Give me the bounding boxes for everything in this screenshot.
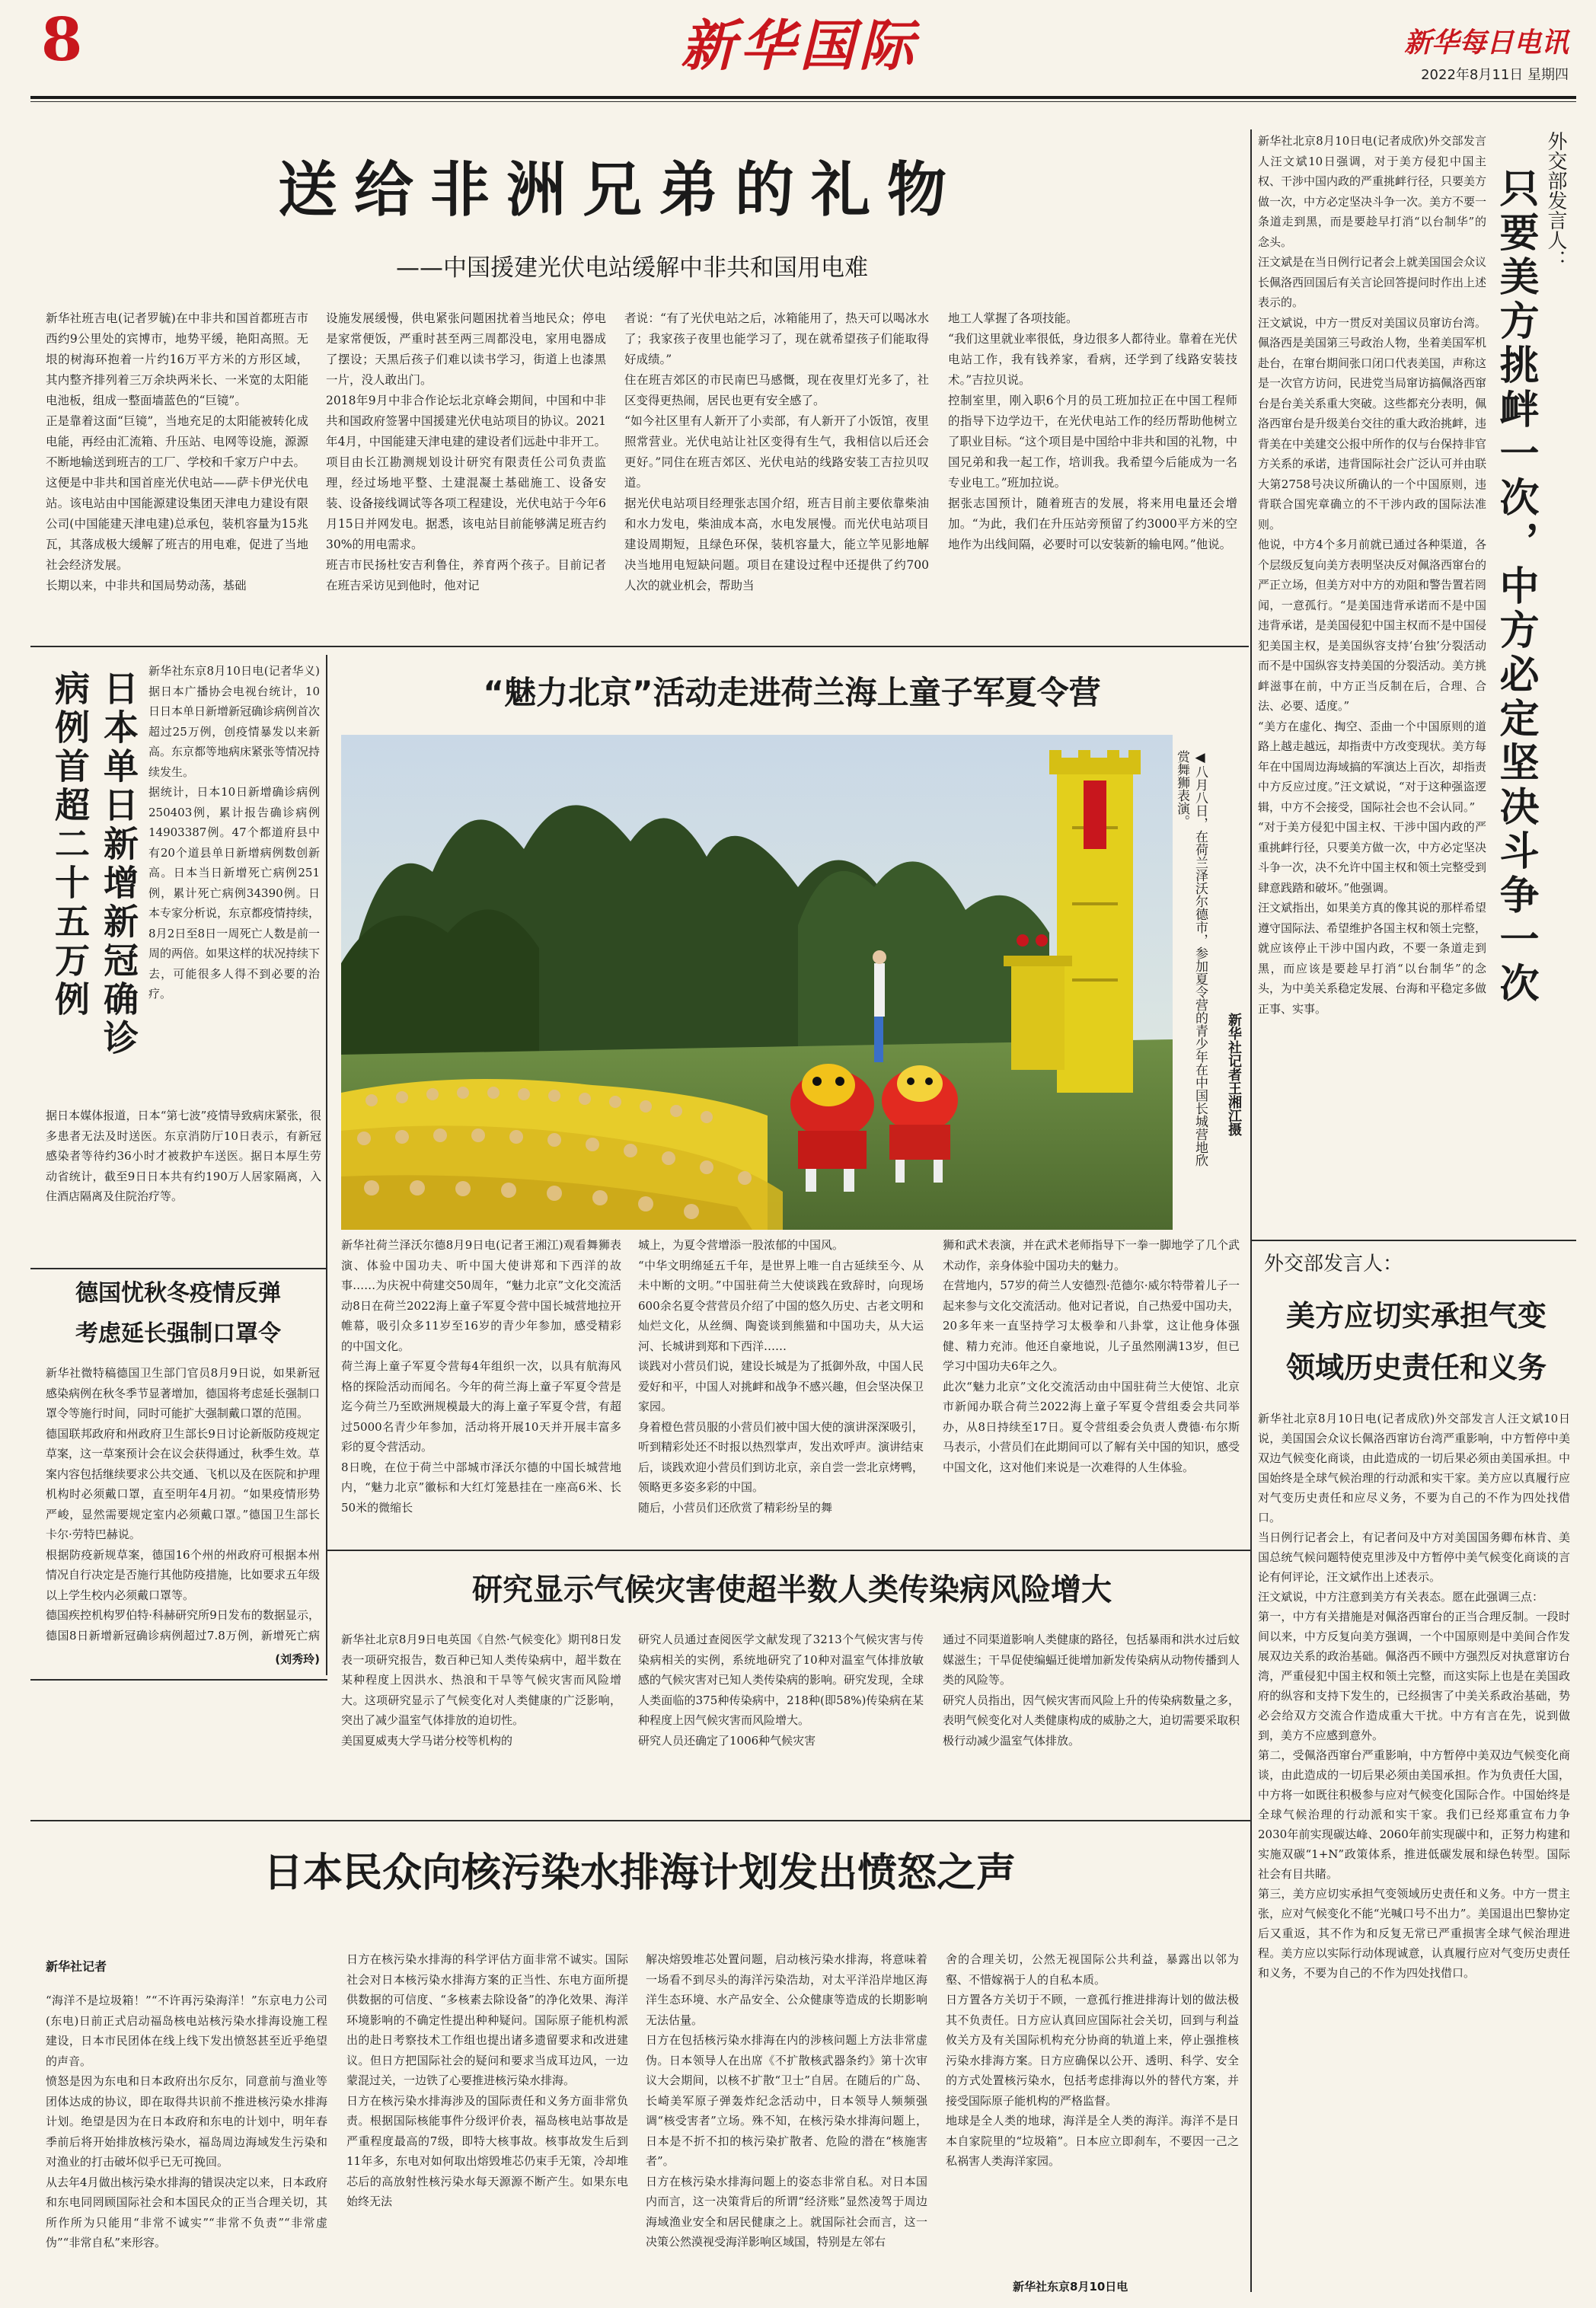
section-title: 新华国际 [680,13,918,78]
lion-dance-photo-art [341,735,1173,1230]
germany-body: 新华社微特稿德国卫生部门官员8月9日说，如果新冠感染病例在秋冬季节显著增加，德国将考虑延长强制口罩令等施行时间，同时可能扩大强制戴口罩的范围。 德国联邦政府和州政府卫生部长9日讨论新版防疫规定草案，这一草案预计会在议会获得通过，秋季生效。草案内容包括继续要求公共交通、飞机以及在医院和护理机构时必须戴口罩，直至明年4月初。“如果疫情形势严峻，显然需要规定室内必须戴口罩。”德国卫生部长卡尔·劳特巴赫说。 根据防疫新规草案，德国16个州的州政府可根据本州情况自行决定是否施行其他防疫措施，比如要求五年级以上学生校内必须戴口罩等。 德国疾控机构罗伯特·科赫研究所9日发布的数据显示，德国8日新增新冠确诊病例超过7.8万例，新增死亡病 [46,1366,320,1642]
photo-credit: 新华社记者王湘江摄 [1226,1013,1242,1136]
climate-spokesperson-headline-2: 领域历史责任和义务 [1285,1350,1547,1384]
taiwan-headline: 只要美方挑衅一次，中方必定坚决斗争一次 [1492,168,1539,1007]
nuclear-col-2: 日方在核污染水排海的科学评估方面非常不诚实。国际社会对日本核污染水排海方案的正当性、东电方面所提供数据的可信度、“多核素去除设备”的净化效果、海洋环境影响的不确定性提出种种疑问。国际原子能机构派出的赴日考察技术工作组也提出诸多遗留要求和改进建议。但日方把国际社会的疑问和要求当成耳边风，一边蒙混过关，一边铁了心要推进核污染水排海。 日方在核污染水排海涉及的国际责任和义务方面非常负责。根据国际核能事件分级评价表，福岛核电站事故是严重程度最高的7级，即特大核事故。核事故发生后到11年多，东电对如何取出熔毁堆芯仍束手无策，冷却堆芯后的高放射性核污染水每天源源不断产生。如果东电始终无法 [346,1952,628,2208]
issue-date: 2022年8月11日 星期四 [1421,67,1569,83]
japan-covid-col-a: 新华社东京8月10日电(记者华义)据日本广播协会电视台统计，10日日本单日新增新冠确诊病例首次超过25万例，创疫情暴发以来新高。东京都等地病床紧张等情况持续发生。 据统计，日本10日新增确诊病例250403例，累计报告确诊病例14903387例。47个都道府县中有20个道县单日新增病例数创新高。日本当日新增死亡病例251例，累计死亡病例34390例。日本专家分析说，东京都疫情持续，8月2日至8日一周死亡人数是前一周的两倍。如果这样的状况持续下去，可能很多人得不到必要的治疗。 [148,664,320,1001]
lion-dance-photo [341,735,1173,1230]
africa-headline: 送给非洲兄弟的礼物 [277,155,963,225]
africa-col-1: 新华社班吉电(记者罗毓)在中非共和国首都班吉市西约9公里处的宾博市，地势平缓，艳阳高照。无垠的树海环抱着一片约16万平方米的方形区域，其内整齐排列着三万余块两米长、一米宽的太阳能电池板，组成一整面墙蓝色的“巨镜”。 正是靠着这面“巨镜”，当地充足的太阳能被转化成电能，再经由汇流箱、升压站、电网等设施，源源不断地输送到班吉的工厂、学校和千家万户中去。 这便是中非共和国首座光伏电站——萨卡伊光伏电站。该电站由中国能源建设集团天津电力建设有限公司(中国能建天津电建)总承包，装机容量为15兆瓦，其落成极大缓解了班吉的用电难，促进了当地社会经济发展。 长期以来，中非共和国局势动荡，基础 [46,311,308,592]
japan-covid-headline: 日本单日新增新冠确诊病例首超二十五万例 [49,670,139,1058]
africa-col-4: 地工人掌握了各项技能。 “我们这里就业率很低，身边很多人都待业。靠着在光伏电站工作，我有钱养家，看病，还学到了线路安装技术。”吉拉贝说。 控制室里，刚入职6个月的员工班加拉正在中国工程师的指导下边学边干，在光伏电站工作的经历帮助他树立了职业目标。“这个项目是中国给中非共和国的礼物，中国兄弟和我一起工作，培训我。我希望今后能成为一名专业电工。”班加拉说。 据张志国预计，随着班吉的发展，将来用电量还会增加。“为此，我们在升压站旁预留了约3000平方米的空地作为出线间隔，必要时可以安装新的输电网。”他说。 [948,311,1237,551]
japan-covid-col-b: 据日本媒体报道，日本“第七波”疫情导致病床紧张，很多患者无法及时送医。东京消防厅10日表示，有新冠感染者等待约36小时才被救护车送医。据日本厚生劳动省统计，截至9日日本共有约190万人居家隔离，入住酒店隔离及住院治疗等。 [46,1109,321,1203]
africa-col-3: 者说：“有了光伏电站之后，冰箱能用了，热天可以喝冰水了；我家孩子夜里也能学习了，现在就希望孩子们能取得好成绩。” 住在班吉郊区的市民南巴马感慨，现在夜里灯光多了，社区变得更热闹，居民也更有安全感了。 “如今社区里有人新开了小卖部，有人新开了小饭馆，夜里照常营业。光伏电站让社区变得有生气，我相信以后还会更好。”同住在班吉郊区、光伏电站的线路安装工吉拉贝叹道。 据光伏电站项目经理张志国介绍，班吉目前主要依靠柴油和水力发电，柴油成本高，水电发展慢。而光伏电站项目建设周期短，且绿色环保，装机容量大，能立竿见影地解决当地用电短缺问题。项目在建设过程中还提供了约700人次的就业机会，帮助当 [624,311,929,592]
taiwan-spokesperson-tag: 外交部发言人： [1544,131,1567,270]
climate-spokesperson-tag: 外交部发言人： [1264,1253,1403,1275]
nuclear-col-3: 解决熔毁堆芯处置问题，启动核污染水排海，将意味着一场看不到尽头的海洋污染浩劫，对太平洋沿岸地区海洋生态环境、水产品安全、公众健康等造成的长期影响无法估量。 日方在包括核污染水排海在内的涉核问题上方法非常虚伪。日本领导人在出席《不扩散核武器条约》第十次审议大会期间，以核不扩散“卫士”自居。在随后的广岛、长崎美军原子弹轰炸纪念活动中，日本领导人频频强调“核受害者”立场。殊不知，在核污染水排海问题上，日本是不折不扣的核污染扩散者、危险的潜在“核施害者”。 日方在核污染水排海问题上的姿态非常自私。对日本国内而言，这一决策背后的所谓“经济账”显然凌驾于周边海域渔业安全和居民健康之上。就国际社会而言，这一决策公然漠视受海洋影响区域国，特别是左邻右 [646,1952,927,2249]
germany-byline: (刘秀玲) [275,1652,320,1666]
beijing-camp-col-3: 狮和武术表演，并在武术老师指导下一拳一脚地学了几个武术动作，亲身体验中国功夫的魅力。 在营地内，57岁的荷兰人安德烈·范德尔·威尔特带着儿子一起来参与文化交流活动。他对记者说，自己热爱中国功夫，20多年来一直坚持学习太极拳和八卦掌，这让他身体强健、精力充沛。他还自豪地说，儿子虽然刚满13岁，但已学习中国功夫6年之久。 此次“魅力北京”文化交流活动由中国驻荷兰大使馆、北京市新闻办联合荷兰2022海上童子军夏令营组委会共同举办，从8日持续至17日。夏令营组委会负责人费德·布尔斯马表示，小营员们在此期间可以了解有关中国的知识，感受中国文化，这对他们来说是一次难得的人生体验。 [943,1238,1240,1474]
climate-disease-col-2: 研究人员通过查阅医学文献发现了3213个气候灾害与传染病相关的实例，系统地研究了10种对温室气体排放敏感的气候灾害对已知人类传染病的影响。研究发现，全球人类面临的375种传染病中，218种(即58%)传染病在某种程度上因气候灾害而风险增大。 研究人员还确定了1006种气候灾害 [638,1633,924,1748]
climate-disease-headline: 研究显示气候灾害使超半数人类传染病风险增大 [472,1572,1112,1607]
nuclear-byline: 新华社记者 [46,1959,107,1974]
taiwan-article-body: 新华社北京8月10日电(记者成欣)外交部发言人汪文斌10日强调，对于美方侵犯中国主权、干涉中国内政的严重挑衅行径，只要美方做一次，中方必定坚决斗争一次。美方不要一条道走到黑，而是要趁早打消“以台制华”的念头。 汪文斌是在当日例行记者会上就美国国会众议长佩洛西回国后有关言论回答提问时作出上述表示的。 汪文斌说，中方一贯反对美国议员窜访台湾。佩洛西是美国第三号政治人物，坐着美国军机赴台，在窜台期间张口闭口代表美国，声称这是一次官方访问，民进党当局窜访搞佩洛西窜台是台美关系重大突破。这些都充分表明，佩洛西窜台是升级美台交往的重大政治挑衅，违背美在中美建交公报中所作的仅与台保持非官方关系的承诺，违背国际社会广泛认可并由联大第2758号决议所确认的一个中国原则，违背联合国宪章确立的不干涉内政的国际法准则。 他说，中方4个多月前就已通过各种渠道，各个层级反复向美方表明坚决反对佩洛西窜台的严正立场，但美方对中方的劝阻和警告置若罔闻，一意孤行。“是美国违背承诺而不是中国违背承诺，是美国侵犯中国主权而不是中国侵犯美国主权，是美国纵容支持‘台独’分裂活动而不是中国纵容支持美国的分裂活动。美方挑衅滋事在前，中方正当反制在后，合理、合法、必要、适度。” “美方在虚化、掏空、歪曲一个中国原则的道路上越走越远，却指责中方改变现状。美方每年在中国周边海域搞的军演达上百次，却指责中方反应过度。”汪文斌说，“对于这种强盗逻辑，中方不会接受，国际社会也不会认同。” “对于美方侵犯中国主权、干涉中国内政的严重挑衅行径，只要美方做一次，中方必定坚决斗争一次，决不允许中国主权和领土完整受到肆意践踏和破坏。”他强调。 汪文斌指出，如果美方真的像其说的那样希望遵守国际法、希望维护各国主权和领土完整，就应该停止干涉中国内政，不要一条道走到黑，而应该是要趁早打消“以台制华”的念头，为中美关系稳定发展、台海和平稳定多做正事、实事。 [1258,134,1486,1016]
africa-subheadline: ——中国援建光伏电站缓解中非共和国用电难 [396,254,868,282]
right-column-divider [1250,129,1252,2292]
africa-col-2: 设施发展缓慢，供电紧张问题困扰着当地民众；停电是家常便饭，严重时甚至两三周都没电，家用电器成了摆设；天黑后孩子们难以读书学习，街道上也漆黑一片，没人敢出门。 2018年9月中非合作论坛北京峰会期间，中国和中非共和国政府签署中国援建光伏电站项目的协议。2021年4月，中国能建天津电建的建设者们远赴中非开工。项目由长江勘测规划设计研究有限责任公司负责监理，经过场地平整、土建混凝土基础施工、设备安装、设备接线调试等各项工程建设，光伏电站于今年6月15日并网发电。据悉，该电站目前能够满足班吉约30%的用电需求。 班吉市民扬杜安吉利鲁住，养育两个孩子。目前记者在班吉采访见到他时，他对记 [326,311,606,592]
beijing-camp-col-2: 城上，为夏令营增添一股浓郁的中国风。 “中华文明绵延五千年，是世界上唯一自古延续至今、从未中断的文明。”中国驻荷兰大使谈践在致辞时，向现场600余名夏令营营员介绍了中国的悠久历史、古老文明和灿烂文化，从丝绸、陶瓷谈到熊猫和中国功夫，从大运河、长城讲到郑和下西洋…… 谈践对小营员们说，建设长城是为了抵御外敌，中国人民爱好和平，中国人对挑衅和战争不感兴趣，但会坚决保卫家园。 身着橙色营员服的小营员们被中国大使的演讲深深吸引，听到精彩处还不时报以热烈掌声，发出欢呼声。演讲结束后，谈践欢迎小营员们到访北京，亲自尝一尝北京烤鸭，领略更多姿多彩的中国。 随后，小营员们还欣赏了精彩纷呈的舞 [638,1238,924,1515]
next-article-dateline: 新华社东京8月10日电 [1013,2280,1128,2294]
nuclear-headline: 日本民众向核污染水排海计划发出愤怒之声 [263,1850,1016,1896]
germany-headline-1: 德国忧秋冬疫情反弹 [75,1280,281,1307]
climate-disease-col-1: 新华社北京8月9日电英国《自然·气候变化》期刊8日发表一项研究报告，数百种已知人类传染病中，超半数在某种程度上因洪水、热浪和干旱等气候灾害而风险增大。这项研究显示了气候变化对人类健康的广泛影响，突出了减少温室气体排放的迫切性。 美国夏威夷大学马诺分校等机构的 [341,1633,621,1748]
germany-headline-2: 考虑延长强制口罩令 [75,1320,281,1347]
climate-disease-col-3: 通过不同渠道影响人类健康的路径，包括暴雨和洪水过后蚊媒滋生；干旱促使编蝠迁徙增加新发传染病从动物传播到人类的风险等。 研究人员指出，因气候灾害而风险上升的传染病数量之多，表明气候变化对人类健康构成的威胁之大，迫切需要采取积极行动减少温室气体排放。 [943,1633,1240,1748]
climate-spokesperson-body: 新华社北京8月10日电(记者成欣)外交部发言人汪文斌10日说，美国国会众议长佩洛西窜访台湾严重影响，中方暂停中美双边气候变化商谈，由此造成的一切后果必须由美国承担。中国始终是全球气候治理的行动派和实干家。美方应以真履行应对气变历史责任和应尽义务，不要为自己的不作为四处找借口。 当日例行记者会上，有记者问及中方对美国国务卿布林肯、美国总统气候问题特使克里涉及中方暂停中美气候变化商谈的言论有何评论，汪文斌作出上述表示。 汪文斌说，中方注意到美方有关表态。愿在此强调三点： 第一，中方有关措施是对佩洛西窜台的正当合理反制。一段时间以来，中方反复向美方强调，一个中国原则是中美间合作发展双边关系的政治基础。佩洛西不顾中方强烈反对执意窜访台湾，严重侵犯中国主权和领土完整，而这实际上也是在美国政府的纵容和支持下发生的，已经损害了中美关系政治基础，势必会给双方交流合作造成重大干扰。中方有言在先，说到做到，美方不应感到意外。 第二，受佩洛西窜台严重影响，中方暂停中美双边气候变化商谈，由此造成的一切后果必须由美国承担。作为负责任大国，中方将一如既往积极参与应对气候变化国际合作。中国始终是全球气候治理的行动派和实干家。我们已经郑重宣布力争2030年前实现碳达峰、2060年前实现碳中和，正努力构建和实施双碳“1+N”政策体系，推进低碳发展和绿色转型。国际社会有目共睹。 第三，美方应切实承担气变领域历史责任和义务。中方一贯主张，应对气候变化不能“光喊口号不出力”。美国退出巴黎协定后又重返，其不作为和反复无常已严重损害全球气候治理进程。美方应以实际行动体现诚意，认真履行应对气变历史责任和义务，不要为自己的不作为四处找借口。 [1258,1412,1570,1980]
climate-spokesperson-headline-1: 美方应切实承担气变 [1285,1298,1547,1333]
photo-caption: ◀八月八日，在荷兰泽沃尔德市，参加夏令营的青少年在中国长城营地欣赏舞狮表演。 [1174,750,1208,1167]
left-column-divider [326,655,327,1675]
beijing-camp-headline: “魅力北京”活动走进荷兰海上童子军夏令营 [483,674,1101,711]
masthead-rule [30,96,1576,99]
beijing-camp-col-1: 新华社荷兰泽沃尔德8月9日电(记者王湘江)观看舞狮表演、体验中国功夫、听中国大使讲郑和下西洋的故事……为庆祝中荷建交50周年，“魅力北京”文化交流活动8日在荷兰2022海上童子军夏令营中国长城营地拉开帷幕，吸引众多11岁至16岁的青少年参加，感受精彩的中国文化。 荷兰海上童子军夏令营每4年组织一次，以具有航海风格的探险活动而闻名。今年的荷兰海上童子军夏令营是迄今荷兰乃至欧洲规模最大的海上童子军夏令营，有超过5000名青少年参加，活动将开展10天并开展丰富多彩的夏令营活动。 8日晚，在位于荷兰中部城市泽沃尔德的中国长城营地内，“魅力北京”徽标和大红灯笼悬挂在一座高6米、长50米的微缩长 [341,1238,621,1515]
nuclear-col-1: “海洋不是垃圾箱！”“不许再污染海洋！”东京电力公司(东电)日前正式启动福岛核电站核污染水排海设施工程建设，日本市民团体在线上线下发出愤怒甚至近乎绝望的声音。 愤怒是因为东电和日本政府出尔反尔，同意前与渔业等团体达成的协议，即在取得共识前不推进核污染水排海计划。绝望是因为在日本政府和东电的计划中，明年春季前后将开始排放核污染水，福岛周边海域发生污染和对渔业的打击破坏似乎已无可挽回。 从去年4月做出核污染水排海的错误决定以来，日本政府和东电同罔顾国际社会和本国民众的正当合理关切，其所作所为只能用“非常不诚实”“非常不负责”“非常虚伪”“非常自私”来形容。 [46,1994,327,2249]
nuclear-col-4: 舍的合理关切，公然无视国际公共利益，暴露出以邻为壑、不惜嫁祸于人的自私本质。 日方置各方关切于不顾，一意孤行推进排海计划的做法极其不负责任。日方应认真回应国际社会关切，回到与利益攸关方及有关国际机构充分协商的轨道上来，停止强推核污染水排海方案。日方应确保以公开、透明、科学、安全的方式处置核污染水，包括考虑排海以外的替代方案，并接受国际原子能机构的严格监督。 地球是全人类的地球，海洋是全人类的海洋。海洋不是日本自家院里的“垃圾箱”。日本应立即刹车，不要因一己之私祸害人类海洋家园。 [946,1952,1239,2168]
page-number: 8 [41,5,83,75]
brand-logo: 新华每日电讯 [1403,27,1569,59]
